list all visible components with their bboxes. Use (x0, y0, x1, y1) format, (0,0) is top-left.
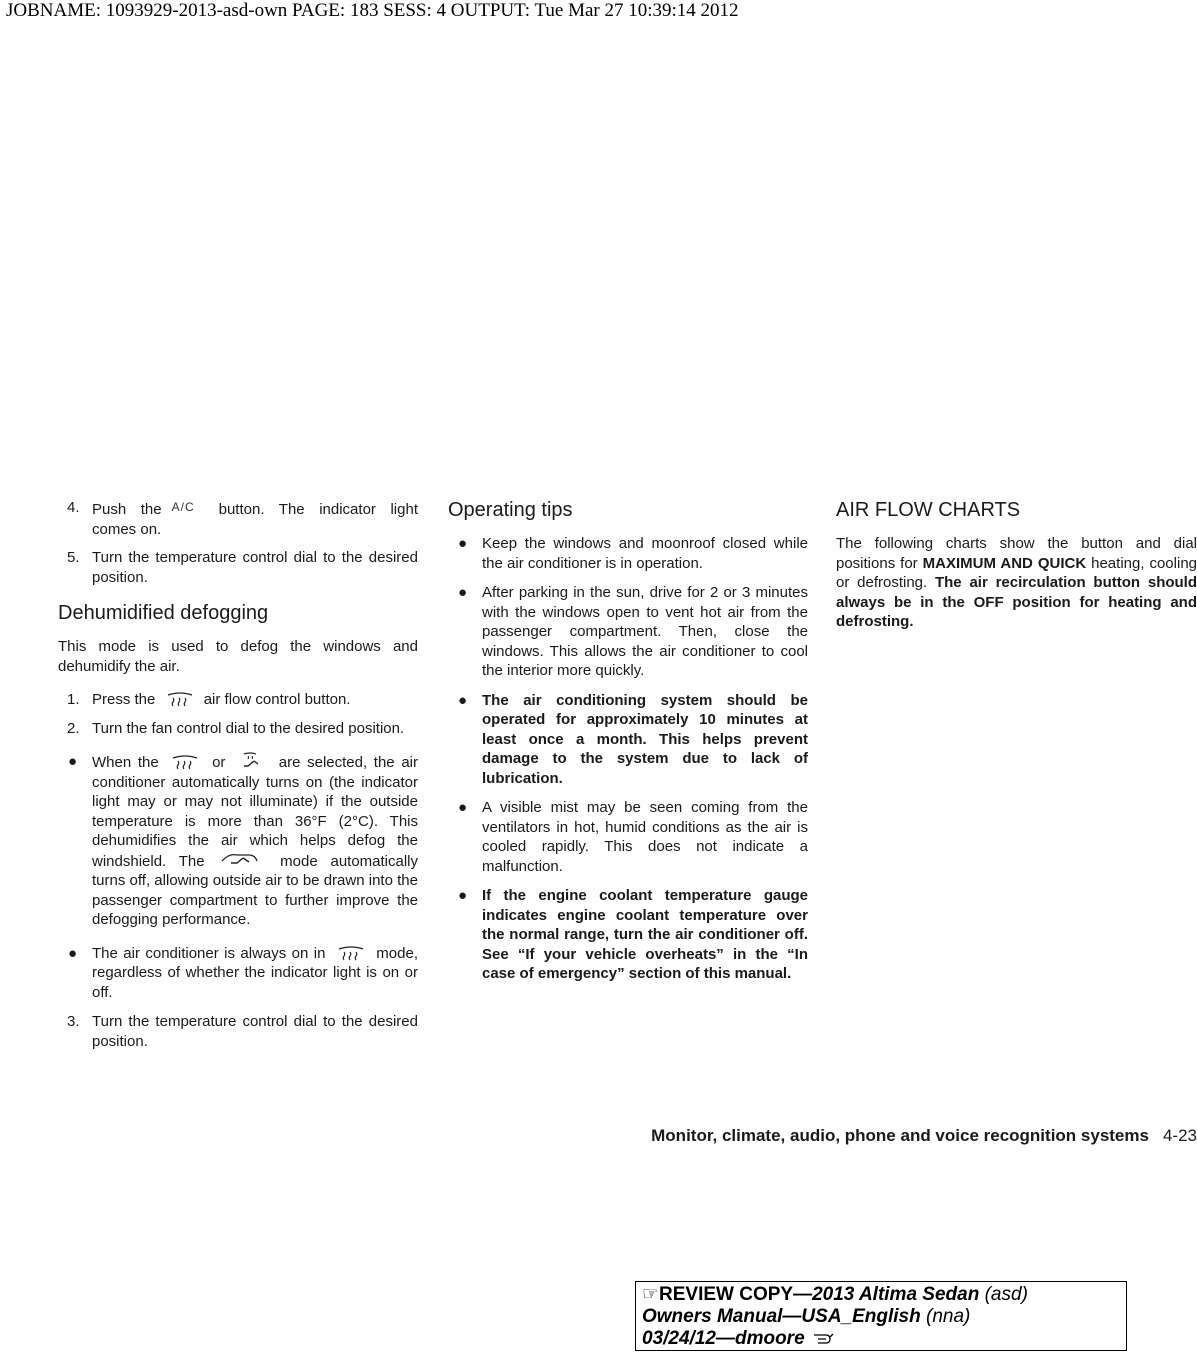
tip-item (448, 886, 808, 984)
step-number: 3. (67, 1013, 80, 1030)
bullet-dot: ● (68, 753, 78, 770)
bullet-item (58, 752, 418, 930)
bullet-text: The air conditioner is always on in (92, 944, 326, 962)
tip-text: The air conditioning system should be operated for approximately 10 minutes at least once a month. This helps prevent damage to the system due to lack of lubrication. (482, 691, 808, 787)
footer-section: Monitor, climate, audio, phone and voice recognition systems (651, 1126, 1149, 1145)
step-text: button. The indicator light comes on. (92, 501, 418, 538)
defog-foot-icon (219, 851, 265, 869)
bullet-dot: ● (458, 535, 468, 552)
bullet-dot: ● (68, 944, 78, 962)
tip-text: Keep the windows and moonroof closed while the air conditioner is in operation. (482, 535, 808, 572)
column-2 (448, 498, 808, 994)
column-1 (58, 498, 418, 1060)
step-1 (58, 690, 418, 710)
step-text: air flow control button. (203, 691, 351, 708)
review-code: (asd) (984, 1284, 1028, 1305)
step-number: 5. (67, 549, 80, 566)
step-number: 1. (67, 691, 80, 708)
bullet-text: are selected, the air conditioner automatically turns on (the indicator light may or may not illuminate) if the outside temperature is more than 36°F (2°C). This dehumidifies the air which helps defog the windshield. The (92, 754, 418, 870)
review-date: 03/24/12—dmoore (642, 1328, 805, 1349)
review-manual: Owners Manual—USA_English (642, 1306, 921, 1327)
step-5 (58, 548, 418, 587)
paragraph: This mode is used to defog the windows and dehumidify the air. (58, 638, 418, 675)
step-number: 4. (67, 499, 80, 516)
ac-button-label: A/C (171, 500, 195, 514)
page-footer (651, 1126, 1197, 1146)
tip-text: If the engine coolant temperature gauge indicates engine coolant temperature over the normal range, turn the air conditioner off. See “If your vehicle overheats” in the “In case of emergency” section of this manual. (482, 887, 808, 982)
tip-item (448, 798, 808, 876)
step-text: Turn the temperature control dial to the desired position. (92, 549, 418, 586)
writing-hand-icon (812, 1331, 834, 1347)
bullet-text: mode, regardless of whether the indicator light is on or off. (92, 944, 418, 1001)
review-code: (nna) (926, 1306, 971, 1327)
column-3 (836, 498, 1197, 642)
job-header: JOBNAME: 1093929-2013-asd-own PAGE: 183 SESS: 4 OUTPUT: Tue Mar 27 10:39:14 2012 (6, 0, 739, 21)
defrost-icon (162, 691, 198, 707)
bullet-item (58, 944, 418, 1003)
bullet-text: When the (92, 754, 159, 771)
section-heading: Dehumidified defogging (58, 602, 269, 624)
step-text: Press the (92, 691, 156, 708)
defog-foot-icon (234, 752, 270, 770)
paragraph-bold: The air recirculation button should always be in the OFF position for heating and defrosting. (836, 574, 1197, 630)
step-text: Turn the temperature control dial to the desired position. (92, 1013, 418, 1050)
bullet-text: or (212, 754, 226, 771)
bullet-dot: ● (458, 584, 468, 601)
paragraph-text: The following charts show the button and dial positions for (836, 535, 1197, 572)
defrost-icon (167, 754, 203, 770)
tip-item (448, 583, 808, 681)
section-heading: AIR FLOW CHARTS (836, 499, 1021, 521)
paragraph (836, 534, 1197, 632)
step-2 (58, 719, 418, 739)
review-model: 2013 Altima Sedan (812, 1284, 980, 1305)
paragraph-bold: MAXIMUM AND QUICK (922, 554, 1087, 572)
review-line-2 (642, 1306, 1120, 1328)
paragraph-text: heating, cooling or defrosting. (836, 554, 1197, 591)
defrost-icon (333, 945, 369, 961)
step-3 (58, 1012, 418, 1051)
tip-text: After parking in the sun, drive for 2 or 3 minutes with the windows open to vent hot air from the passenger compartment. Then, close the windows. This allows the air conditioner to cool the interior more quickly. (482, 584, 808, 679)
review-line-3 (642, 1328, 1120, 1350)
step-text: Push the (92, 501, 162, 518)
section-heading: Operating tips (448, 499, 573, 521)
step-number: 2. (67, 719, 80, 737)
review-line-1 (642, 1284, 1120, 1306)
bullet-dot: ● (458, 799, 468, 816)
page-number: 4-23 (1162, 1126, 1197, 1145)
tip-item (448, 534, 808, 573)
tip-item (448, 691, 808, 789)
step-text: Turn the fan control dial to the desired position. (92, 719, 405, 737)
review-label: ☞REVIEW COPY— (642, 1284, 813, 1305)
bullet-text: mode automatically turns off, allowing outside air to be drawn into the passenger compartment to further improve the defogging performance. (92, 852, 419, 928)
bullet-dot: ● (458, 691, 468, 709)
step-4 (58, 498, 418, 539)
bullet-dot: ● (458, 887, 468, 904)
review-copy-box (635, 1281, 1127, 1351)
tip-text: A visible mist may be seen coming from the ventilators in hot, humid conditions as the air is cooled rapidly. This does not indicate a malfunction. (482, 799, 808, 875)
